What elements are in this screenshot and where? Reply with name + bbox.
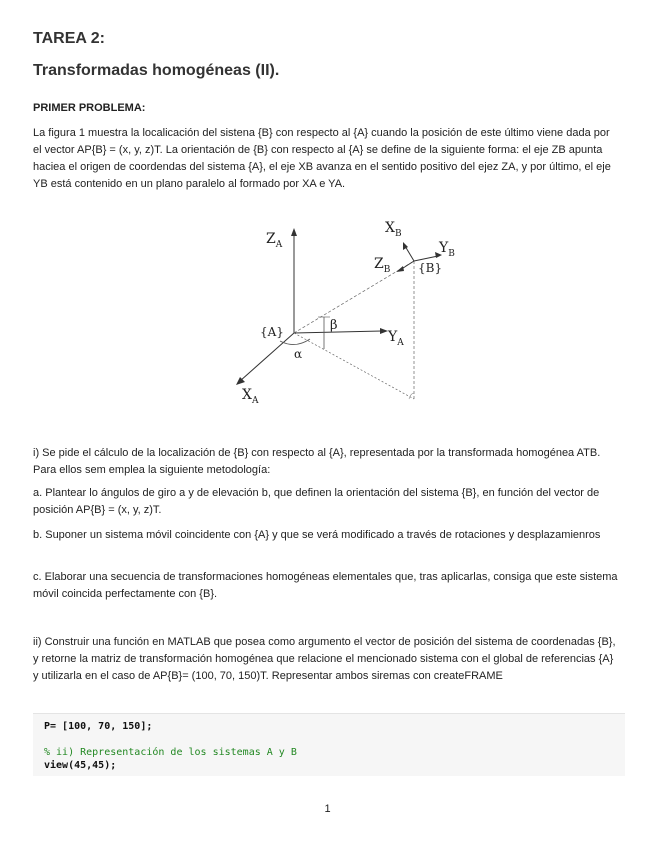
zb-label: $Z_B$ <box>374 256 391 275</box>
page-number: 1 <box>324 803 331 815</box>
frame-a-label: {A} <box>260 325 284 339</box>
code-comment-line: % ii) Representación de los sistemas A y B <box>44 747 297 758</box>
zb-arrowhead <box>396 266 404 272</box>
ya-arrowhead <box>380 328 388 334</box>
section-heading: PRIMER PROBLEMA: <box>33 102 146 114</box>
xb-label: $X_B$ <box>385 220 402 239</box>
question-i-paragraph: i) Se pide el cálculo de la localización de {B} con respecto al {A}, representada por la transformada homogénea ATB. Para ellos sem emplea la siguiente metodología: <box>33 447 601 476</box>
xa-label: $X_A$ <box>242 387 259 406</box>
beta-label: β <box>330 318 338 333</box>
figure-coordinate-systems <box>200 213 464 413</box>
za-arrowhead <box>291 228 297 236</box>
line-origin-to-b <box>294 261 414 333</box>
code-line: view(45,45); <box>44 760 117 771</box>
code-line: P= [100, 70, 150]; <box>44 721 153 732</box>
ya-axis <box>294 331 383 333</box>
xb-axis <box>405 246 414 261</box>
step-a-paragraph: a. Plantear lo ángulos de giro a y de elevación b, que definen la orientación del sistema {B}, en función del vector de posición AP{B} = (x, y, z)T. <box>33 487 600 516</box>
step-c-paragraph: c. Elaborar una secuencia de transformaciones homogéneas elementales que, tras aplicarlas, consiga que este sistema móvil coincida perfectamente con {B}. <box>33 571 618 600</box>
right-angle-mark <box>409 393 414 399</box>
xa-axis <box>240 333 294 381</box>
code-block <box>33 713 625 776</box>
alpha-label: α <box>294 347 303 361</box>
ya-label: $Y_A$ <box>388 329 404 348</box>
assignment-title: TAREA 2: <box>33 30 105 47</box>
frame-b-label: {B} <box>418 261 443 275</box>
za-label: $Z_A$ <box>266 231 283 250</box>
yb-label: $Y_B$ <box>439 240 455 259</box>
assignment-subtitle: Transformadas homogéneas (II). <box>33 62 280 79</box>
question-ii-paragraph: ii) Construir una función en MATLAB que posea como argumento el vector de posición del sistema de coordenadas {B}, y retorne la matriz de transformación homogénea que relacione el mencionado sistema con el global de referencias {A} y utilizarla en el caso de AP{B}= (100, 70, 150)T. Representar ambos siremas con createFRAME <box>33 636 616 682</box>
step-b-paragraph: b. Suponer un sistema móvil coincidente con {A} y que se verá modificado a través de rotaciones y desplazamienros <box>33 529 601 541</box>
intro-paragraph: La figura 1 muestra la localicación del sistena {B} con respecto al {A} cuando la posición de este último viene dada por el vector AP{B} = (x, y, z)T. La orientación de {B} con respecto al {A} se define de la siguiente forma: el eje ZB apunta haciea el origen de coordendas del sistema {A}, el eje XB avanza en el sentido positivo del ejez ZA, y por último, el eje YB está contenido en un plano paralelo al formado por XA e YA. <box>33 127 611 190</box>
